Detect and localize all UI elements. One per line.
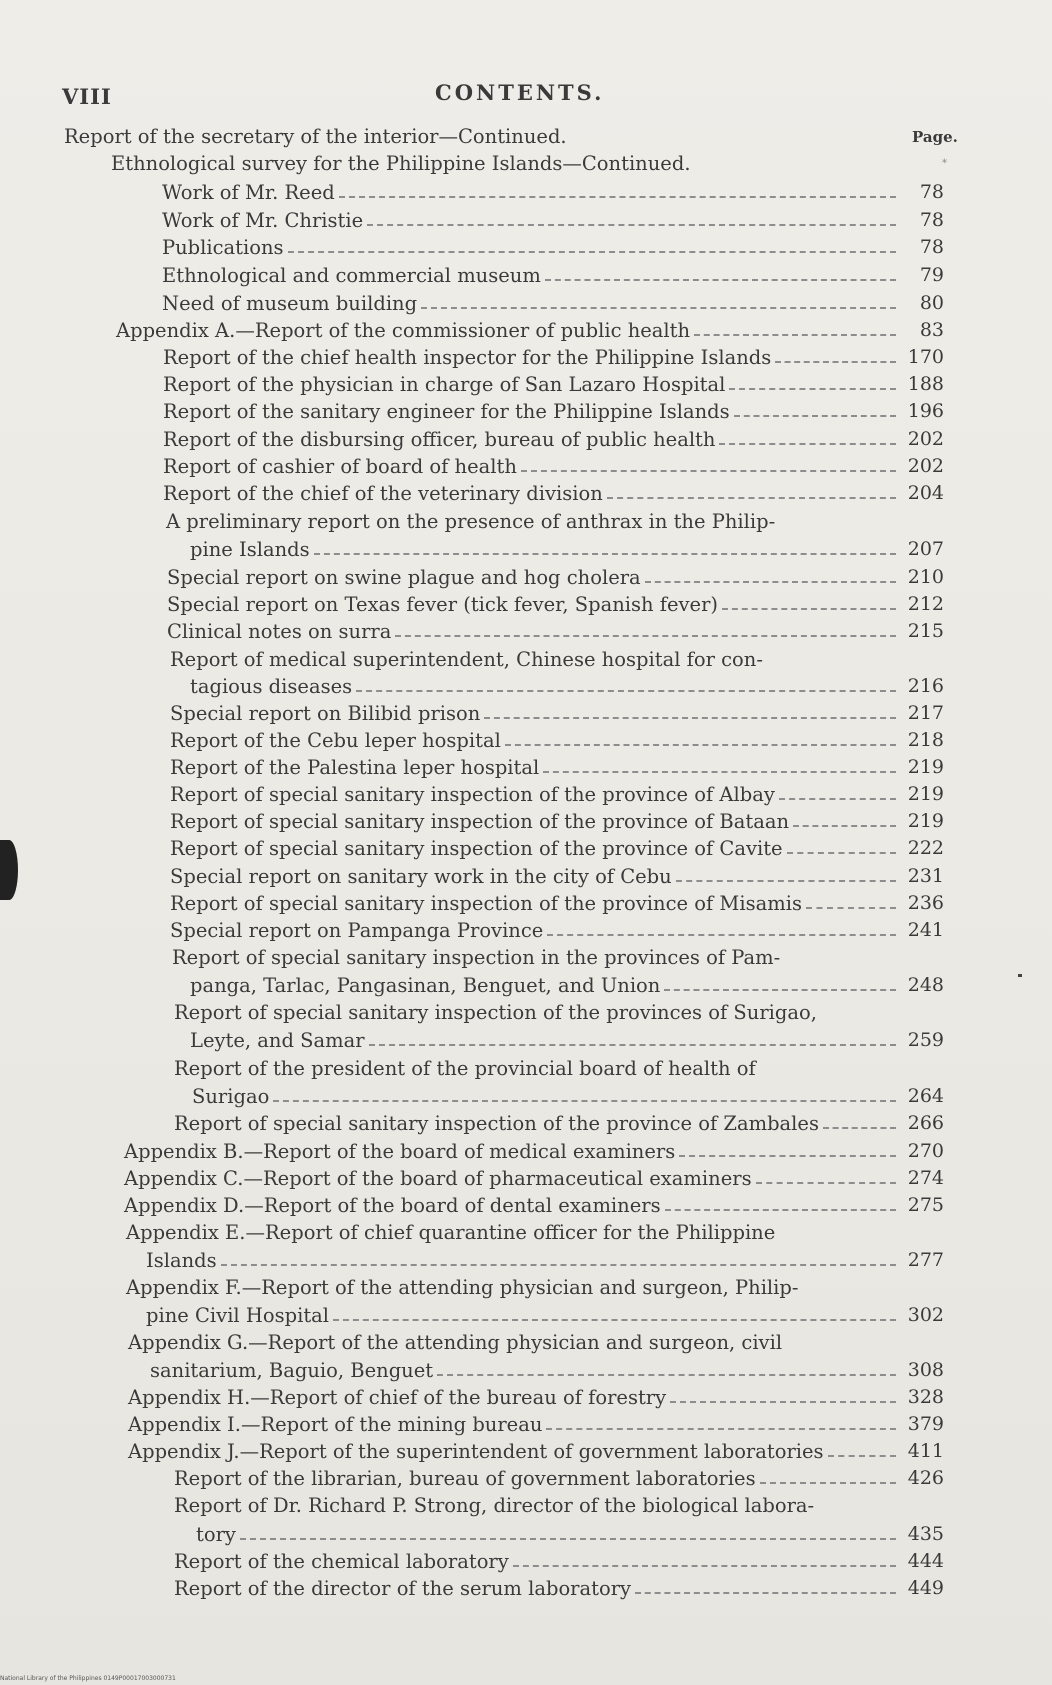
- toc-entry-page: 188: [907, 373, 944, 395]
- toc-entry-title: Report of the chief health inspector for the Philippine Islands: [163, 346, 772, 369]
- toc-entry: [170, 781, 900, 808]
- toc-entry-page: 202: [907, 455, 944, 477]
- toc-entry-title: Report of the secretary of the interior—Continued.: [64, 125, 567, 148]
- dot-leader: [505, 744, 896, 746]
- toc-entry: [174, 1465, 900, 1492]
- toc-entry-title: Report of cashier of board of health: [163, 455, 517, 478]
- toc-entry: [126, 1219, 775, 1246]
- dot-leader: [484, 717, 896, 719]
- toc-entry: [170, 700, 900, 727]
- dot-leader: [719, 443, 896, 445]
- toc-entry-page: 83: [919, 319, 944, 341]
- toc-entry-page: 379: [907, 1413, 944, 1435]
- dot-leader: [221, 1264, 896, 1266]
- toc-entry-page: 426: [907, 1467, 944, 1489]
- dot-leader: [607, 497, 896, 499]
- toc-entry-title: tory: [196, 1523, 236, 1546]
- toc-entry-page: 248: [907, 974, 944, 996]
- dot-leader: [543, 771, 896, 773]
- toc-entry: [174, 1055, 756, 1082]
- dot-leader: [546, 1428, 896, 1430]
- toc-entry-page: 259: [907, 1029, 944, 1051]
- dot-leader: [779, 798, 896, 800]
- dot-leader: [369, 1044, 896, 1046]
- toc-entry-page: 274: [907, 1167, 944, 1189]
- toc-entry-title: Need of museum building: [162, 292, 418, 315]
- toc-entry: [170, 835, 900, 862]
- toc-entry-page: 435: [907, 1523, 944, 1545]
- toc-entry: [64, 123, 567, 150]
- toc-entry-title: Special report on Bilibid prison: [170, 702, 481, 725]
- toc-entry-page: 275: [907, 1194, 944, 1216]
- toc-entry-title: tagious diseases: [190, 675, 353, 698]
- toc-entry-title: sanitarium, Baguio, Benguet: [150, 1359, 434, 1382]
- dot-leader: [356, 690, 896, 692]
- toc-entry-title: Report of the director of the serum laboratory: [174, 1577, 632, 1600]
- dot-leader: [513, 1565, 896, 1567]
- dot-leader: [437, 1374, 896, 1376]
- toc-entry-page: 222: [907, 837, 944, 859]
- toc-entry-page: 204: [907, 482, 944, 504]
- dot-leader: [645, 581, 896, 583]
- dot-leader: [547, 934, 896, 936]
- toc-entry-page: 328: [907, 1386, 944, 1408]
- toc-entry: [128, 1411, 900, 1438]
- toc-entry-title: Islands: [146, 1249, 217, 1272]
- toc-entry: [190, 972, 900, 999]
- toc-entry-title: Surigao: [192, 1085, 270, 1108]
- toc-entry-title: Appendix G.—Report of the attending physician and surgeon, civil: [128, 1331, 783, 1354]
- dot-leader: [421, 307, 896, 309]
- toc-entry: [196, 1521, 900, 1548]
- toc-entry-title: Report of the Cebu leper hospital: [170, 729, 501, 752]
- toc-entry: [170, 646, 763, 673]
- toc-entry-page: 264: [907, 1085, 944, 1107]
- toc-entry-title: Appendix C.—Report of the board of pharmaceutical examiners: [124, 1167, 752, 1190]
- toc-entry: [167, 591, 900, 618]
- toc-entry: [124, 1138, 900, 1165]
- dot-leader: [676, 880, 896, 882]
- toc-entry-page: 270: [907, 1140, 944, 1162]
- toc-entry-page: 449: [907, 1577, 944, 1599]
- dot-leader: [333, 1319, 896, 1321]
- toc-entry: [162, 234, 900, 261]
- toc-entry: [174, 1575, 900, 1602]
- toc-entry-title: Ethnological and commercial museum: [162, 264, 541, 287]
- toc-entry-page: 308: [907, 1359, 944, 1381]
- toc-entry-title: panga, Tarlac, Pangasinan, Benguet, and Union: [190, 974, 661, 997]
- toc-entry-title: pine Islands: [190, 538, 310, 561]
- toc-entry: [124, 1165, 900, 1192]
- toc-entry-page: 210: [907, 566, 944, 588]
- toc-entry-page: 277: [907, 1249, 944, 1271]
- page-column-header: Page.: [912, 128, 958, 146]
- toc-entry: [167, 564, 900, 591]
- toc-entry-title: Appendix A.—Report of the commissioner of public health: [116, 319, 691, 342]
- toc-entry-page: 241: [907, 919, 944, 941]
- toc-entry-title: Report of the sanitary engineer for the Philippine Islands: [163, 400, 730, 423]
- toc-entry-title: Report of special sanitary inspection of the province of Misamis: [170, 892, 802, 915]
- toc-entry: [116, 317, 900, 344]
- toc-entry: [150, 1357, 900, 1384]
- dot-leader: [545, 279, 896, 281]
- dot-leader: [665, 1209, 896, 1211]
- toc-entry-title: Special report on Pampanga Province: [170, 919, 544, 942]
- dot-leader: [793, 825, 896, 827]
- toc-entry-title: Report of the disbursing officer, bureau of public health: [163, 428, 716, 451]
- dot-leader: [787, 852, 896, 854]
- toc-entry-title: Report of medical superintendent, Chinese hospital for con-: [170, 648, 763, 671]
- toc-entry: [170, 890, 900, 917]
- toc-entry: [166, 508, 775, 535]
- toc-entry: [146, 1247, 900, 1274]
- toc-entry-title: Clinical notes on surra: [167, 620, 392, 643]
- dot-leader: [756, 1182, 896, 1184]
- dot-leader: [729, 388, 896, 390]
- toc-entry-page: 78: [919, 236, 944, 258]
- toc-entry-title: Special report on swine plague and hog cholera: [167, 566, 641, 589]
- toc-entry: [128, 1384, 900, 1411]
- toc-entry: [192, 1083, 900, 1110]
- toc-entry-title: Report of special sanitary inspection of the province of Zambales: [174, 1112, 819, 1135]
- toc-entry-title: Work of Mr. Christie: [162, 209, 364, 232]
- toc-entry-title: Report of the chemical laboratory: [174, 1550, 509, 1573]
- column-header-mark: *: [942, 158, 947, 169]
- dot-leader: [635, 1592, 896, 1594]
- toc-entry-page: 212: [907, 593, 944, 615]
- toc-entry: [162, 207, 900, 234]
- toc-entry: [170, 863, 900, 890]
- toc-entry-page: 202: [907, 428, 944, 450]
- toc-entry-page: 170: [907, 346, 944, 368]
- dot-leader: [664, 989, 896, 991]
- toc-entry: [170, 754, 900, 781]
- toc-entry: [174, 1110, 900, 1137]
- toc-entry: [170, 808, 900, 835]
- toc-entry-title: Report of the Palestina leper hospital: [170, 756, 540, 779]
- toc-entry-page: 219: [907, 756, 944, 778]
- toc-entry-page: 79: [919, 264, 944, 286]
- dot-leader: [314, 553, 896, 555]
- toc-entry-title: Publications: [162, 236, 284, 259]
- toc-entry-page: 196: [907, 400, 944, 422]
- toc-entry: [190, 1027, 900, 1054]
- dot-leader: [760, 1482, 896, 1484]
- toc-entry: [163, 398, 900, 425]
- dot-leader: [273, 1100, 896, 1102]
- scan-footer: National Library of the Philippines 0149P00017003000731: [0, 1675, 176, 1682]
- dot-leader: [806, 907, 896, 909]
- toc-entry: [163, 453, 900, 480]
- toc-entry-title: Appendix F.—Report of the attending physician and surgeon, Philip-: [126, 1276, 799, 1299]
- dot-leader: [722, 608, 896, 610]
- toc-entry-title: Appendix D.—Report of the board of dental examiners: [124, 1194, 661, 1217]
- toc-entry-title: Special report on sanitary work in the city of Cebu: [170, 865, 672, 888]
- toc-entry: [163, 426, 900, 453]
- toc-entry-page: 219: [907, 783, 944, 805]
- toc-entry-page: 411: [907, 1440, 944, 1462]
- toc-entry: [163, 344, 900, 371]
- page-roman-numeral: VIII: [62, 84, 112, 109]
- toc-entry: [124, 1192, 900, 1219]
- page-title: CONTENTS.: [435, 80, 605, 105]
- toc-entry: [172, 944, 780, 971]
- toc-entry-title: Report of the librarian, bureau of government laboratories: [174, 1467, 756, 1490]
- toc-entry-page: 80: [919, 292, 944, 314]
- toc-entry-title: Report of special sanitary inspection of the provinces of Surigao,: [174, 1001, 817, 1024]
- toc-entry-title: pine Civil Hospital: [146, 1304, 330, 1327]
- dot-leader: [367, 224, 896, 226]
- toc-entry: [111, 150, 691, 177]
- toc-entry: [126, 1274, 798, 1301]
- toc-entry-page: 215: [907, 620, 944, 642]
- toc-entry: [162, 179, 900, 206]
- toc-entry: [167, 618, 900, 645]
- toc-entry-title: Appendix J.—Report of the superintendent of government laboratories: [128, 1440, 824, 1463]
- toc-entry: [190, 673, 900, 700]
- toc-entry-page: 444: [907, 1550, 944, 1572]
- toc-entry-title: Appendix I.—Report of the mining bureau: [128, 1413, 543, 1436]
- toc-entry: [163, 480, 900, 507]
- dot-leader: [339, 196, 896, 198]
- toc-entry-title: Report of special sanitary inspection of the province of Bataan: [170, 810, 790, 833]
- toc-entry: [128, 1329, 782, 1356]
- toc-entry: [163, 371, 900, 398]
- toc-entry: [170, 917, 900, 944]
- toc-entry-title: Appendix E.—Report of chief quarantine officer for the Philippine: [126, 1221, 776, 1244]
- dot-leader: [521, 470, 896, 472]
- toc-entry-title: A preliminary report on the presence of anthrax in the Philip-: [166, 510, 776, 533]
- toc-entry-page: 219: [907, 810, 944, 832]
- toc-entry-title: Report of special sanitary inspection of the province of Cavite: [170, 837, 783, 860]
- toc-entry: [146, 1302, 900, 1329]
- toc-entry: [170, 727, 900, 754]
- toc-entry: [162, 290, 900, 317]
- toc-entry: [174, 999, 817, 1026]
- toc-entry-title: Leyte, and Samar: [190, 1029, 365, 1052]
- toc-entry-page: 302: [907, 1304, 944, 1326]
- dot-leader: [240, 1538, 896, 1540]
- toc-entry: [174, 1548, 900, 1575]
- toc-entry-page: 217: [907, 702, 944, 724]
- toc-entry-title: Work of Mr. Reed: [162, 181, 335, 204]
- toc-entry-page: 78: [919, 209, 944, 231]
- toc-entry-title: Special report on Texas fever (tick fever, Spanish fever): [167, 593, 719, 616]
- toc-entry: [190, 536, 900, 563]
- dot-leader: [734, 415, 896, 417]
- toc-entry: [128, 1438, 900, 1465]
- toc-entry-page: 216: [907, 675, 944, 697]
- toc-entry-page: 78: [919, 181, 944, 203]
- dot-leader: [694, 334, 896, 336]
- scan-artifact: [0, 840, 18, 900]
- toc-entry-title: Report of Dr. Richard P. Strong, director of the biological labora-: [174, 1494, 815, 1517]
- toc-entry-title: Appendix H.—Report of chief of the bureau of forestry: [128, 1386, 667, 1409]
- toc-entry: [162, 262, 900, 289]
- dot-leader: [288, 251, 896, 253]
- toc-entry-page: 218: [907, 729, 944, 751]
- toc-entry-title: Report of special sanitary inspection of the province of Albay: [170, 783, 775, 806]
- toc-entry-title: Report of special sanitary inspection in the provinces of Pam-: [172, 946, 781, 969]
- dot-leader: [679, 1155, 896, 1157]
- toc-entry-page: 266: [907, 1112, 944, 1134]
- toc-entry-page: 236: [907, 892, 944, 914]
- toc-entry: [174, 1492, 814, 1519]
- toc-entry-page: 207: [907, 538, 944, 560]
- toc-entry-page: 231: [907, 865, 944, 887]
- dot-leader: [670, 1401, 896, 1403]
- toc-entry-title: Report of the physician in charge of San Lazaro Hospital: [163, 373, 726, 396]
- toc-entry-title: Ethnological survey for the Philippine Islands—Continued.: [111, 152, 691, 175]
- scan-speck: [1018, 974, 1022, 977]
- toc-entry-title: Report of the chief of the veterinary division: [163, 482, 603, 505]
- toc-entry-title: Report of the president of the provincial board of health of: [174, 1057, 756, 1080]
- dot-leader: [395, 635, 896, 637]
- toc-entry-title: Appendix B.—Report of the board of medical examiners: [124, 1140, 676, 1163]
- dot-leader: [775, 361, 896, 363]
